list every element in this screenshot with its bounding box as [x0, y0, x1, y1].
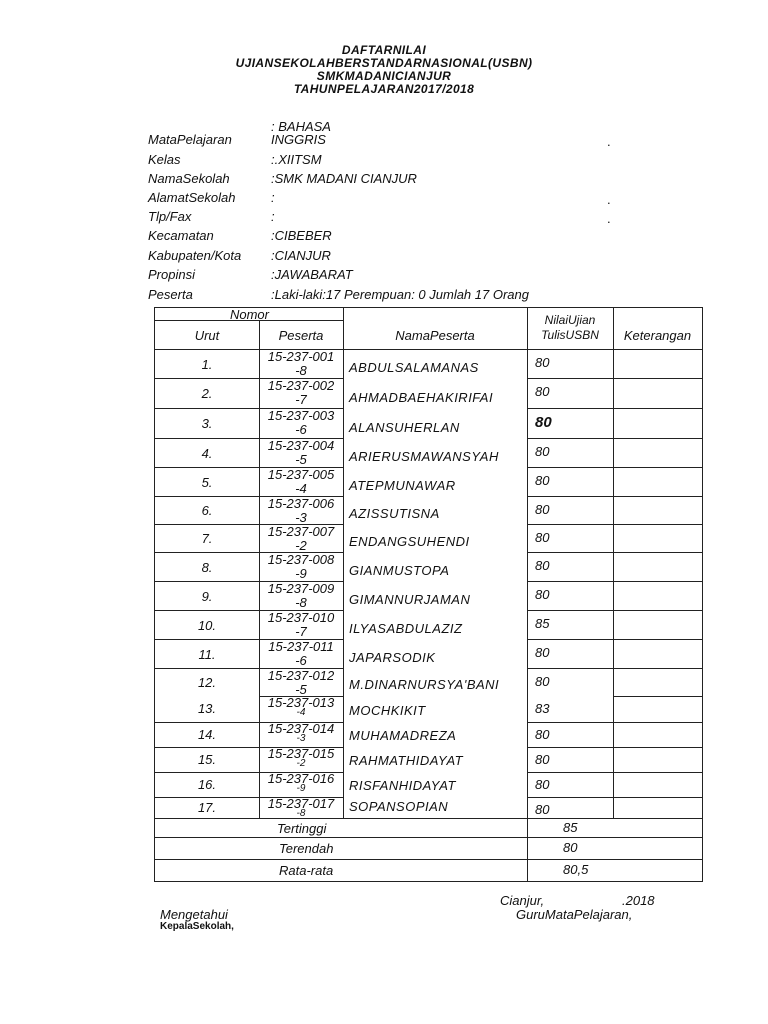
- row-peserta-number: 15-237-017: [267, 796, 335, 811]
- row-peserta-suffix: -3: [296, 733, 306, 744]
- row-nama-peserta: M.DINARNURSYA'BANI: [349, 677, 500, 692]
- row-line-nilai: [527, 467, 702, 468]
- row-nilai: 80: [535, 752, 550, 767]
- header-nama-peserta: NamaPeserta: [395, 328, 475, 343]
- row-urut: 7.: [201, 531, 213, 546]
- header-bottom-line: [155, 349, 702, 350]
- tlp-label: Tlp/Fax: [148, 209, 192, 224]
- row-peserta-suffix: -8: [295, 363, 307, 378]
- title-line-1: DAFTARNILAI: [341, 43, 427, 57]
- row-peserta-number: 15-237-002: [267, 378, 335, 393]
- row-peserta-number: 15-237-004: [267, 438, 335, 453]
- row-urut: 6.: [201, 503, 213, 518]
- body-divider-nilai: [613, 349, 614, 819]
- row-peserta-number: 15-237-014: [267, 721, 335, 736]
- row-nama-peserta: AHMADBAEHAKIRIFAI: [349, 390, 494, 405]
- row-nilai: 80: [535, 384, 550, 399]
- header-peserta: Peserta: [278, 328, 324, 343]
- kecamatan-value: :CIBEBER: [271, 228, 332, 243]
- summary-bottom-line: [155, 859, 702, 860]
- row-line-nilai: [527, 747, 702, 748]
- row-line-nilai: [527, 797, 702, 798]
- row-line-urut: [155, 581, 259, 582]
- row-nama-peserta: RISFANHIDAYAT: [349, 778, 456, 793]
- row-peserta-number: 15-237-013: [267, 695, 335, 710]
- propinsi-value: :JAWABARAT: [271, 267, 353, 282]
- row-line-urut: [155, 552, 259, 553]
- row-nilai: 83: [535, 701, 550, 716]
- sekolah-label: NamaSekolah: [148, 171, 230, 186]
- kepala-label: KepalaSekolah,: [160, 921, 234, 932]
- row-line-urut: [155, 797, 259, 798]
- row-peserta-suffix: -9: [296, 783, 306, 794]
- row-line-nilai: [527, 552, 702, 553]
- title-line-3: SMKMADANICIANJUR: [316, 69, 452, 83]
- row-line-urut: [155, 747, 259, 748]
- row-nama-peserta: MUHAMADREZA: [349, 728, 457, 743]
- kelas-label: Kelas: [148, 152, 181, 167]
- kabupaten-value: :CIANJUR: [271, 248, 331, 263]
- sekolah-value: :SMK MADANI CIANJUR: [271, 171, 417, 186]
- row-line-urut: [155, 496, 259, 497]
- row-line-nilai: [527, 408, 702, 409]
- row-nilai: 80: [535, 674, 550, 689]
- row-nama-peserta: ATEPMUNAWAR: [349, 478, 456, 493]
- row-nama-peserta: ABDULSALAMANAS: [349, 360, 479, 375]
- row-nama-peserta: GIMANNURJAMAN: [349, 592, 471, 607]
- header-nilai-1: NilaiUjian: [544, 313, 596, 327]
- row-urut: 11.: [198, 647, 216, 662]
- title-line-4: TAHUNPELAJARAN2017/2018: [293, 82, 475, 96]
- row-peserta-suffix: -6: [295, 653, 307, 668]
- row-line-nilai: [527, 438, 702, 439]
- row-urut: 3.: [201, 416, 213, 431]
- kecamatan-label: Kecamatan: [148, 228, 214, 243]
- row-line-urut: [155, 639, 259, 640]
- row-urut: 16.: [197, 777, 217, 792]
- row-nilai: 85: [535, 616, 550, 631]
- row-nama-peserta: RAHMATHIDAYAT: [349, 753, 464, 768]
- row-nama-peserta: JAPARSODIK: [349, 650, 436, 665]
- row-nilai: 80: [535, 727, 550, 742]
- row-line-nilai: [613, 696, 702, 697]
- row-peserta-suffix: -3: [295, 510, 307, 525]
- row-line-urut: [155, 408, 259, 409]
- title-line-2: UJIANSEKOLAHBERSTANDARNASIONAL(USBN): [235, 56, 533, 70]
- row-line-nilai: [527, 524, 702, 525]
- row-line-nilai: [527, 772, 702, 773]
- kelas-value: :.XIITSM: [271, 152, 322, 167]
- row-peserta-suffix: -5: [295, 452, 307, 467]
- mapel-dot: .: [607, 134, 611, 149]
- row-nilai: 80: [535, 473, 550, 488]
- row-urut: 12.: [197, 675, 217, 690]
- summary-mid-line: [155, 837, 702, 838]
- row-nilai: 80: [535, 355, 550, 370]
- summary-top-line: [155, 818, 702, 819]
- row-peserta-number: 15-237-001: [267, 349, 335, 364]
- header-nilai-2: TulisUSBN: [541, 328, 599, 342]
- row-urut: 15.: [197, 752, 217, 767]
- row-line-urut: [155, 467, 259, 468]
- row-nilai: 80: [535, 645, 550, 660]
- row-line-nilai: [527, 610, 702, 611]
- row-nilai: 80: [535, 444, 550, 459]
- body-divider-peserta: [343, 349, 344, 819]
- row-peserta-number: 15-237-007: [267, 524, 335, 539]
- sign-year: .2018: [622, 893, 655, 908]
- row-urut: 10.: [197, 618, 217, 633]
- row-peserta-number: 15-237-008: [267, 552, 335, 567]
- row-nilai: 80: [535, 414, 552, 431]
- row-peserta-suffix: -6: [295, 422, 307, 437]
- row-line-urut: [155, 524, 259, 525]
- row-nama-peserta: ALANSUHERLAN: [349, 420, 460, 435]
- row-line-nilai: [527, 722, 702, 723]
- row-urut: 2.: [201, 386, 213, 401]
- row-urut: 14.: [197, 727, 217, 742]
- mapel-value-1: : BAHASA: [271, 119, 331, 134]
- row-peserta-suffix: -4: [295, 481, 307, 496]
- row-peserta-suffix: -7: [295, 624, 307, 639]
- peserta-label: Peserta: [148, 287, 193, 302]
- rata-label: Rata-rata: [279, 863, 334, 878]
- row-nilai: 80: [535, 777, 550, 792]
- row-peserta-number: 15-237-010: [267, 610, 335, 625]
- guru-label: GuruMataPelajaran,: [516, 907, 633, 922]
- mapel-label: MataPelajaran: [148, 132, 232, 147]
- kabupaten-label: Kabupaten/Kota: [148, 248, 242, 263]
- propinsi-label: Propinsi: [148, 267, 195, 282]
- row-nama-peserta: SOPANSOPIAN: [349, 799, 449, 814]
- row-peserta-suffix: -5: [295, 682, 307, 697]
- tlp-value: :: [271, 209, 275, 224]
- row-line-nilai: [527, 668, 702, 669]
- row-urut: 1.: [201, 357, 213, 372]
- row-nama-peserta: ENDANGSUHENDI: [349, 534, 470, 549]
- row-urut: 9.: [201, 589, 213, 604]
- row-nama-peserta: MOCHKIKIT: [349, 703, 426, 718]
- row-peserta-suffix: -8: [295, 595, 307, 610]
- row-peserta-number: 15-237-005: [267, 467, 335, 482]
- row-nilai: 80: [535, 502, 550, 517]
- row-nilai: 80: [535, 558, 550, 573]
- row-urut: 8.: [201, 560, 213, 575]
- row-line-nilai: [527, 581, 702, 582]
- row-line-nilai: [527, 639, 702, 640]
- row-line-nilai: [527, 378, 702, 379]
- row-peserta-suffix: -9: [295, 566, 307, 581]
- terendah-label: Terendah: [279, 841, 334, 856]
- row-line-urut: [155, 438, 259, 439]
- header-keterangan: Keterangan: [623, 328, 692, 343]
- mapel-value-2: INGGRIS: [271, 132, 326, 147]
- row-line-urut: [155, 772, 259, 773]
- row-nilai: 80: [535, 587, 550, 602]
- body-divider-nama: [527, 349, 528, 881]
- row-peserta-suffix: -2: [296, 758, 306, 769]
- row-peserta-suffix: -2: [295, 538, 307, 553]
- terendah-value: 80: [563, 840, 578, 855]
- row-urut: 13.: [197, 701, 217, 716]
- tertinggi-label: Tertinggi: [277, 821, 327, 836]
- row-peserta-suffix: -4: [296, 707, 306, 718]
- row-line-urut: [155, 378, 259, 379]
- row-peserta-number: 15-237-009: [267, 581, 335, 596]
- row-peserta-suffix: -7: [295, 392, 307, 407]
- row-nama-peserta: ILYASABDULAZIZ: [349, 621, 463, 636]
- tertinggi-value: 85: [563, 820, 578, 835]
- row-nama-peserta: GIANMUSTOPA: [349, 563, 450, 578]
- row-urut: 17.: [197, 800, 217, 815]
- sign-place: Cianjur,: [500, 893, 545, 908]
- alamat-value: :: [271, 190, 275, 205]
- row-nilai: 80: [535, 802, 550, 817]
- row-urut: 4.: [201, 446, 213, 461]
- rata-value: 80,5: [563, 862, 589, 877]
- mengetahui-label: Mengetahui: [160, 907, 228, 922]
- row-peserta-number: 15-237-015: [267, 746, 335, 761]
- row-nama-peserta: AZISSUTISNA: [349, 506, 440, 521]
- header-nomor: Nomor: [229, 307, 269, 322]
- alamat-dot: .: [607, 192, 611, 207]
- row-nama-peserta: ARIERUSMAWANSYAH: [349, 449, 499, 464]
- tlp-dot: .: [607, 211, 611, 226]
- alamat-label: AlamatSekolah: [148, 190, 236, 205]
- row-peserta-number: 15-237-012: [267, 668, 335, 683]
- row-peserta-number: 15-237-003: [267, 408, 335, 423]
- row-line-urut: [155, 722, 259, 723]
- peserta-value: :Laki-laki:17 Perempuan: 0 Jumlah 17 Orang: [271, 287, 529, 302]
- row-peserta-number: 15-237-016: [267, 771, 335, 786]
- row-line-urut: [155, 668, 259, 669]
- row-line-urut: [155, 610, 259, 611]
- row-peserta-suffix: -8: [296, 808, 306, 819]
- header-urut: Urut: [194, 328, 220, 343]
- row-peserta-number: 15-237-011: [268, 639, 334, 654]
- row-nilai: 80: [535, 530, 550, 545]
- grades-table: [154, 307, 703, 882]
- row-urut: 5.: [201, 475, 213, 490]
- row-peserta-number: 15-237-006: [267, 496, 335, 511]
- row-line-nilai: [527, 496, 702, 497]
